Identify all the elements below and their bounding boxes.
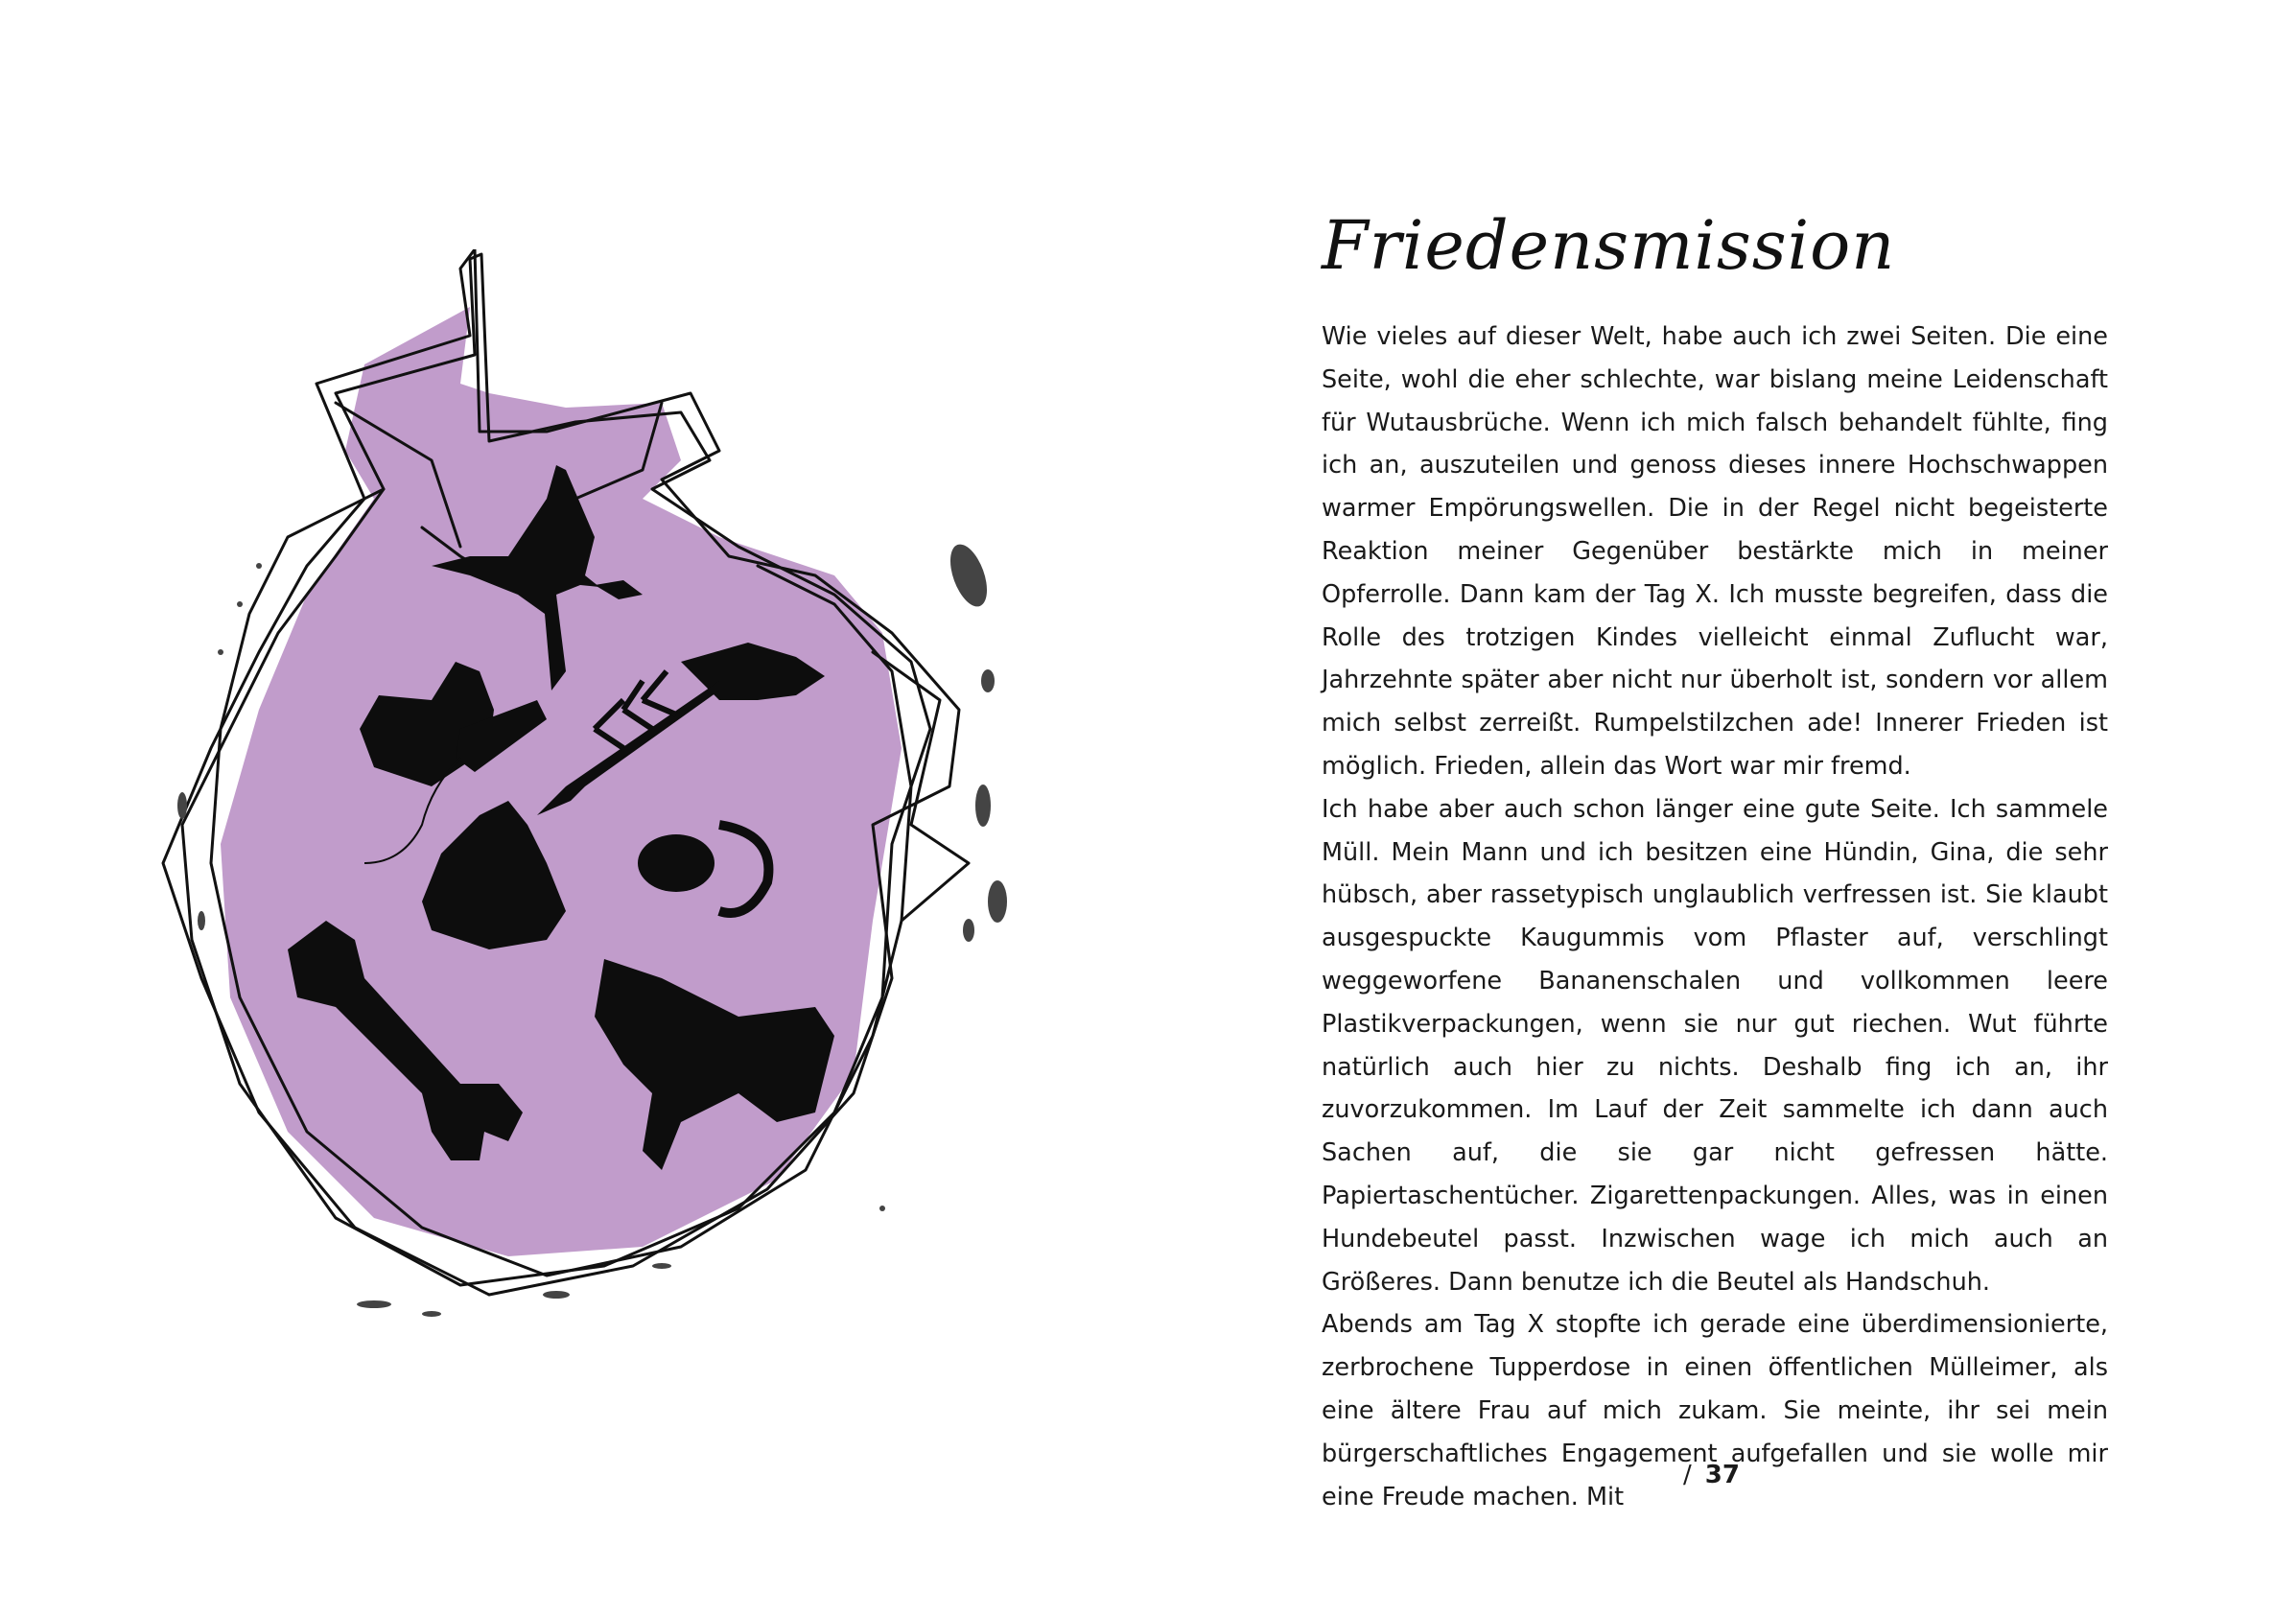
trash-bag-illustration xyxy=(144,249,1036,1362)
text-page xyxy=(1322,206,2108,1518)
paragraph: Abends am Tag X stopfte ich gerade eine überdimensionierte, zerbrochene Tupperdose in einen öffentlichen Mülleimer, als eine ältere Frau auf mich zukam. Sie meinte, ihr sei mein bürgerschaftliches Engagement aufgefallen und sie wolle mir eine Freude machen. Mit xyxy=(1322,1310,2108,1511)
paragraph: Ich habe aber auch schon länger eine gute Seite. Ich sammele Müll. Mein Mann und ich besitzen eine Hündin, Gina, die sehr hübsch, aber rassetypisch unglaublich verfressen ist. Sie klaubt ausgespuckte Kaugummis vom Pflaster auf, verschlingt weggeworfene Bananenschalen und vollkommen leere Plastikverpackungen, wenn sie nur gut riechen. Wut führte natürlich auch hier zu nichts. Deshalb fing ich an, ihr zuvorzukommen. Im Lauf der Zeit sammelte ich dann auch Sachen auf, die sie gar nicht gefressen hätte. Papiertaschentücher. Zigarettenpackungen. Alles, was in einen Hundebeutel passt. Inzwischen wage ich mich auch an Größeres. Dann benutze ich die Beutel als Handschuh. xyxy=(1322,794,2108,1297)
page-number xyxy=(1683,1461,1740,1489)
page-number-value: 37 xyxy=(1704,1461,1740,1489)
paragraph: Wie vieles auf dieser Welt, habe auch ich zwei Seiten. Die eine Seite, wohl die eher schlechte, war bislang meine Leidenschaft für Wutausbrüche. Wenn ich mich falsch behandelt fühlte, fing ich an, auszuteilen und genoss dieses innere Hochschwappen warmer Empörungswellen. Die in der Regel nicht begeisterte Reaktion meiner Gegenüber bestärkte mich in meiner Opferrolle. Dann kam der Tag X. Ich musste begreifen, dass die Rolle des trotzigen Kindes vielleicht einmal Zuflucht war, Jahrzehnte später aber nicht nur überholt ist, sondern vor allem mich selbst zerreißt. Rumpelstilzchen ade! Innerer Frieden ist möglich. Frieden, allein das Wort war mir fremd. xyxy=(1322,322,2108,781)
chapter-title: Friedensmission xyxy=(1322,206,1896,285)
body-text xyxy=(1322,316,2108,1518)
page-number-slash: / xyxy=(1683,1461,1692,1489)
